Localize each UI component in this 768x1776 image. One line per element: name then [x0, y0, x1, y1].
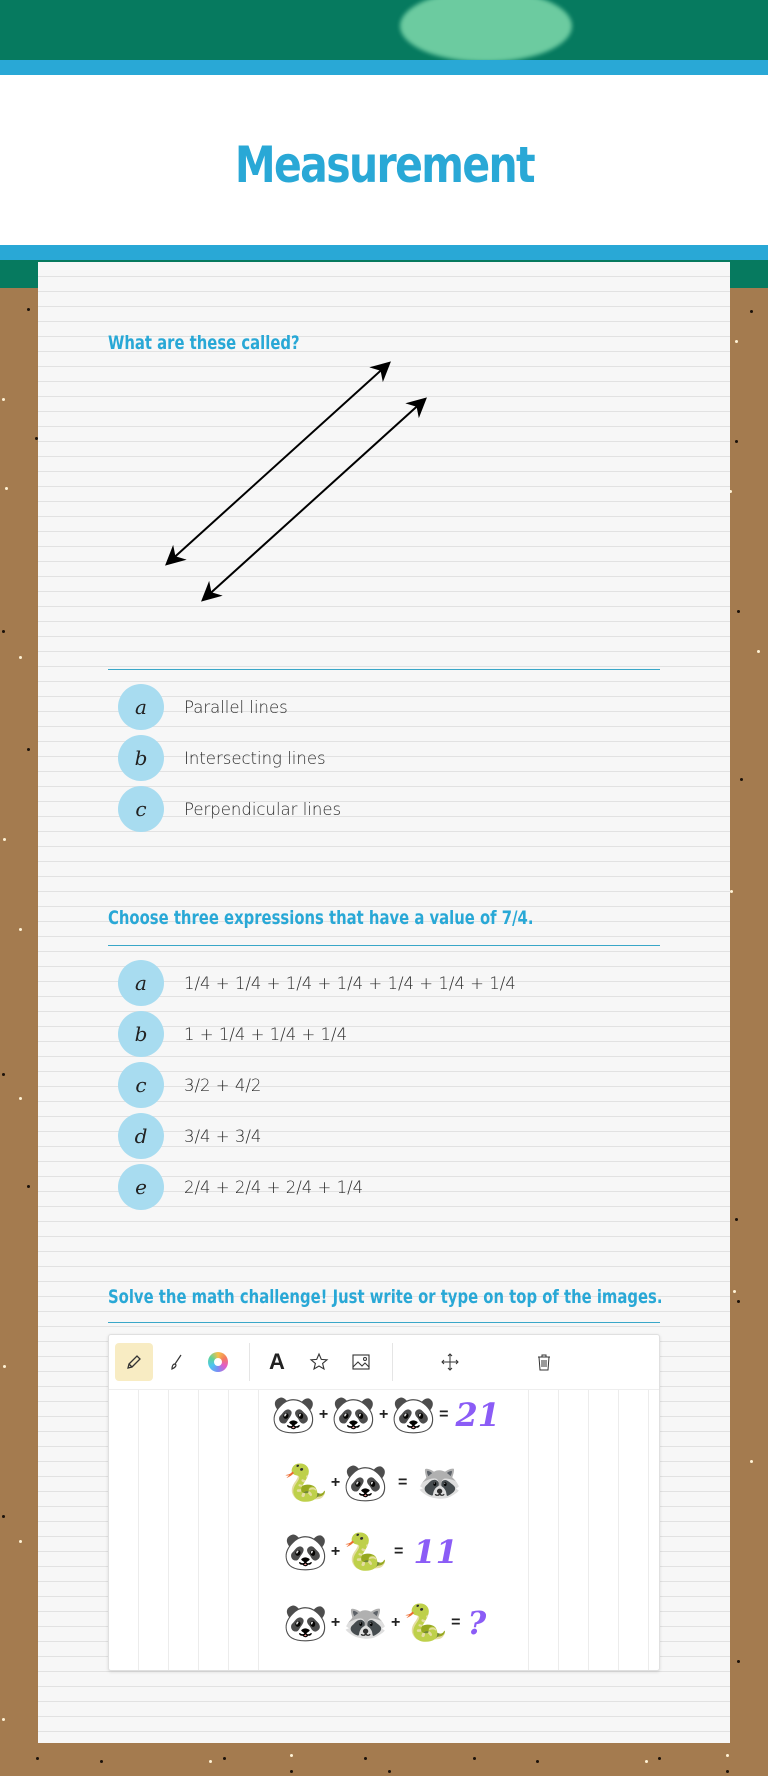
- q1-option-c[interactable]: [118, 786, 341, 832]
- equals-sign: =: [439, 1406, 449, 1423]
- option-text: 3/2 + 4/2: [184, 1075, 262, 1095]
- panda-icon: 🐼: [331, 1394, 376, 1435]
- question-3-divider: [108, 1322, 660, 1323]
- worksheet-paper: [38, 262, 730, 1743]
- puzzle-answer: ?: [467, 1604, 487, 1642]
- image-icon: [351, 1353, 371, 1371]
- header-stripe: [0, 60, 768, 75]
- puzzle-row-1: [271, 1394, 501, 1436]
- image-tool-button[interactable]: [342, 1343, 380, 1381]
- plus-sign: +: [330, 1543, 341, 1560]
- question-2-title: Choose three expressions that have a value of 7/4.: [108, 907, 534, 929]
- puzzle-row-3: [283, 1531, 505, 1573]
- toolbar-separator: [249, 1343, 250, 1381]
- option-text: 1 + 1/4 + 1/4 + 1/4: [184, 1024, 348, 1044]
- parallel-lines-diagram: [128, 342, 448, 642]
- option-letter-bubble: e: [118, 1164, 164, 1210]
- plus-sign: +: [318, 1406, 329, 1423]
- page-title: Measurement: [234, 136, 534, 194]
- math-puzzle-image: [271, 1390, 501, 1670]
- equals-sign: =: [451, 1614, 461, 1631]
- option-letter-bubble: b: [118, 735, 164, 781]
- decorative-blob: [400, 0, 572, 60]
- text-icon: A: [269, 1349, 285, 1374]
- brush-tool-button[interactable]: [157, 1343, 195, 1381]
- panda-icon: 🐼: [391, 1394, 437, 1435]
- q1-option-a[interactable]: [118, 684, 288, 730]
- pencil-icon: [125, 1353, 143, 1371]
- question-3-title: Solve the math challenge! Just write or type on top of the images.: [108, 1286, 663, 1308]
- color-picker-button[interactable]: [199, 1343, 237, 1381]
- snake-icon: 🐍: [283, 1462, 328, 1503]
- drawing-widget: [108, 1334, 660, 1671]
- option-text: 2/4 + 2/4 + 2/4 + 1/4: [184, 1177, 364, 1197]
- q2-option-c[interactable]: [118, 1062, 261, 1108]
- q2-option-e[interactable]: [118, 1164, 363, 1210]
- pencil-tool-button[interactable]: [115, 1343, 153, 1381]
- delete-button[interactable]: [525, 1343, 563, 1381]
- option-letter-bubble: c: [118, 786, 164, 832]
- plus-sign: +: [379, 1406, 389, 1423]
- q1-option-b[interactable]: [118, 735, 326, 781]
- trash-icon: [535, 1352, 553, 1372]
- question-1-divider: [108, 669, 660, 670]
- option-text: 1/4 + 1/4 + 1/4 + 1/4 + 1/4 + 1/4 + 1/4: [184, 973, 516, 993]
- brush-icon: [167, 1353, 185, 1371]
- move-icon: [440, 1352, 460, 1372]
- panda-icon: 🐼: [271, 1394, 316, 1435]
- option-letter-bubble: c: [118, 1062, 164, 1108]
- puzzle-row-2: [283, 1462, 505, 1504]
- title-area: [0, 75, 768, 245]
- sticker-tool-button[interactable]: [300, 1343, 338, 1381]
- q2-option-b[interactable]: [118, 1011, 347, 1057]
- snake-icon: 🐍: [403, 1602, 449, 1643]
- toolbar-separator: [392, 1343, 393, 1381]
- text-tool-button[interactable]: [258, 1343, 296, 1381]
- header-band: [0, 0, 768, 60]
- option-letter-bubble: a: [118, 684, 164, 730]
- drawing-canvas[interactable]: [109, 1390, 659, 1670]
- plus-sign: +: [330, 1474, 341, 1491]
- drawing-toolbar: [109, 1335, 659, 1390]
- move-tool-button[interactable]: [431, 1343, 469, 1381]
- option-letter-bubble: d: [118, 1113, 164, 1159]
- plus-sign: +: [391, 1614, 401, 1631]
- snake-icon: 🐍: [343, 1531, 388, 1572]
- q2-option-d[interactable]: [118, 1113, 261, 1159]
- panda-icon: 🐼: [343, 1462, 388, 1503]
- star-icon: [309, 1352, 329, 1372]
- option-text: Perpendicular lines: [184, 799, 342, 819]
- puzzle-answer: 21: [455, 1396, 501, 1434]
- q2-option-a[interactable]: [118, 960, 516, 1006]
- equals-sign: =: [394, 1543, 404, 1560]
- option-text: 3/4 + 3/4: [184, 1126, 262, 1146]
- option-text: Parallel lines: [184, 697, 288, 717]
- title-stripe: [0, 245, 768, 260]
- plus-sign: +: [330, 1614, 341, 1631]
- raccoon-icon: 🦝: [343, 1602, 388, 1643]
- panda-icon: 🐼: [283, 1531, 328, 1572]
- option-text: Intersecting lines: [184, 748, 326, 768]
- option-letter-bubble: a: [118, 960, 164, 1006]
- color-wheel-icon: [208, 1352, 228, 1372]
- question-2-divider: [108, 945, 660, 946]
- panda-icon: 🐼: [283, 1602, 328, 1643]
- raccoon-icon: 🦝: [417, 1462, 463, 1503]
- option-letter-bubble: b: [118, 1011, 164, 1057]
- puzzle-row-4: [283, 1602, 505, 1644]
- equals-sign: =: [398, 1474, 408, 1491]
- question-1-title: What are these called?: [108, 332, 300, 354]
- puzzle-answer: 11: [413, 1533, 458, 1571]
